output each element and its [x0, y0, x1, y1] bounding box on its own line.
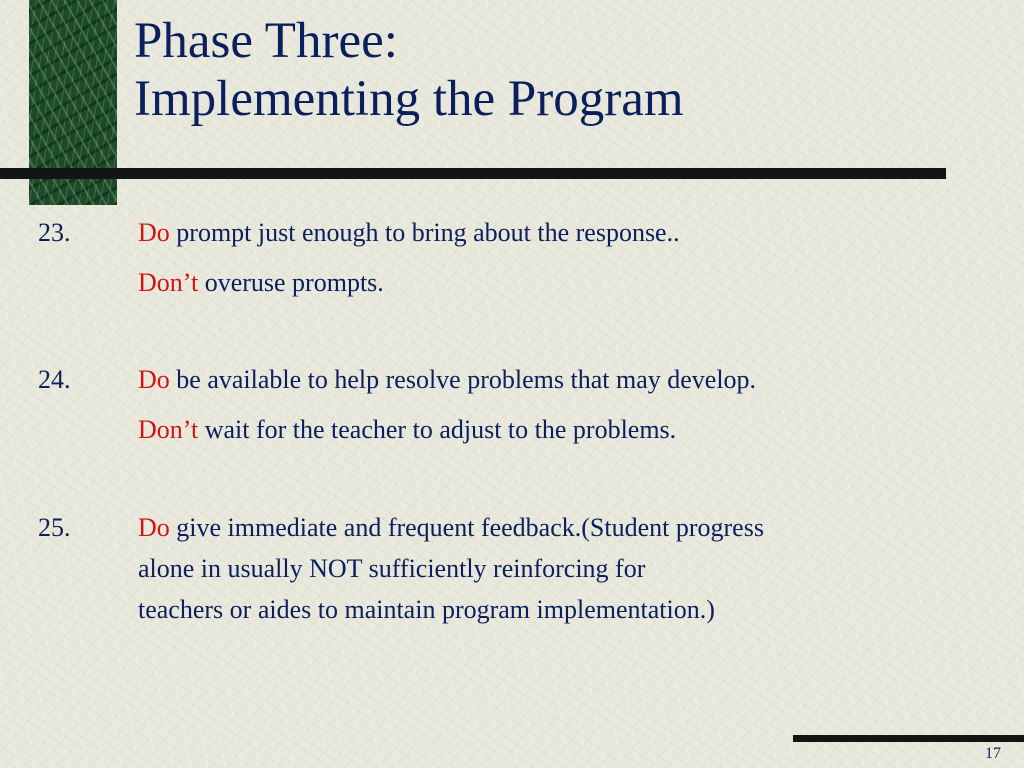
title-line-1: Phase Three: [134, 13, 398, 69]
do-keyword: Do [138, 218, 170, 247]
do-text: prompt just enough to bring about the response.. [169, 218, 680, 247]
title-line-2: Implementing the Program [134, 71, 684, 127]
dont-line [138, 263, 384, 303]
dont-keyword: Don’t [138, 268, 199, 297]
do-text: give immediate and frequent feedback.(Student progress [169, 513, 764, 542]
footer-divider [793, 735, 1024, 742]
title-divider [0, 168, 946, 179]
dont-keyword: Don’t [138, 415, 199, 444]
do-keyword: Do [138, 513, 170, 542]
item-number: 23. [38, 218, 71, 247]
do-line [138, 213, 680, 253]
dont-text: wait for the teacher to adjust to the problems. [198, 415, 677, 444]
item-number: 25. [38, 513, 71, 542]
dont-line [138, 410, 676, 450]
do-text: be available to help resolve problems that may develop. [169, 365, 757, 394]
item-number: 24. [38, 365, 71, 394]
page-number: 17 [985, 745, 1001, 762]
do-keyword: Do [138, 365, 170, 394]
continuation-line-1: alone in usually NOT sufficiently reinforcing for [138, 554, 646, 583]
do-line [138, 508, 764, 548]
continuation-line-2: teachers or aides to maintain program implementation.) [138, 595, 715, 624]
dont-text: overuse prompts. [198, 268, 384, 297]
do-line [138, 360, 756, 400]
slide-title [134, 12, 684, 128]
